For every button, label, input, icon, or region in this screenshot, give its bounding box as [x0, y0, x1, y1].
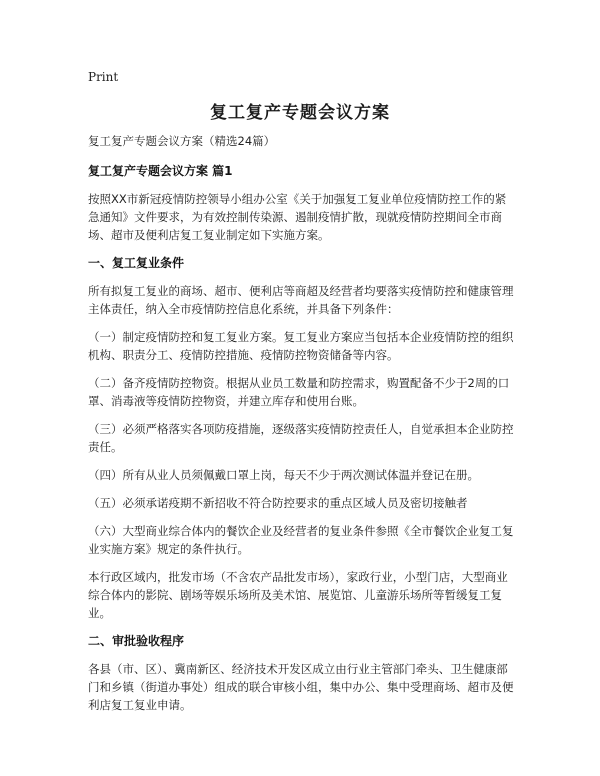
condition-item-2: （二）备齐疫情防控物资。根据从业员工数量和防控需求，购置配备不少于2周的口罩、消毒液等疫情防控物资，并建立库存和使用台账。	[88, 376, 510, 408]
approval-paragraph: 各县（市、区）、冀南新区、经济技术开发区成立由行业主管部门牵头、卫生健康部门和乡镇（街道办事处）组成的联合审核小组，集中办公、集中受理商场、超市及便利店复工复业申请。	[88, 662, 514, 712]
condition-item-6: （六）大型商业综合体内的餐饮企业及经营者的复业条件参照《全市餐饮企业复工复业实施方案》规定的条件执行。	[88, 524, 514, 556]
print-label: Print	[88, 70, 119, 84]
document-body	[88, 132, 516, 724]
condition-item-4: （四）所有从业人员须佩戴口罩上岗，每天不少于两次测试体温并登记在册。	[88, 468, 479, 482]
intro-paragraph: 按照XX市新冠疫情防控领导小组办公室《关于加强复工复业单位疫情防控工作的紧急通知》文件要求，为有效控制传染源、遏制疫情扩散，现就疫情防控期间全市商场、超市及便利店复工复业制定如下实施方案。	[88, 192, 507, 242]
section-heading-conditions: 一、复工复业条件	[88, 256, 185, 270]
document-subtitle: 复工复产专题会议方案（精选24篇）	[88, 134, 276, 148]
conditions-intro: 所有拟复工复业的商场、超市、便利店等商超及经营者均要落实疫情防控和健康管理主体责任，纳入全市疫情防控信息化系统，并具备下列条件：	[88, 284, 514, 316]
article-heading: 复工复产专题会议方案 篇1	[88, 164, 233, 178]
conditions-note: 本行政区域内，批发市场（不含农产品批发市场），家政行业，小型门店，大型商业综合体内的影院、剧场等娱乐场所及美术馆、展览馆、儿童游乐场所等暂缓复工复业。	[88, 570, 508, 620]
section-heading-approval: 二、审批验收程序	[88, 634, 185, 648]
condition-item-5: （五）必须承诺疫期不新招收不符合防控要求的重点区域人员及密切接触者	[88, 496, 468, 510]
condition-item-1: （一）制定疫情防控和复工复业方案。复工复业方案应当包括本企业疫情防控的组织机构、职责分工、疫情防控措施、疫情防控物资储备等内容。	[88, 330, 514, 362]
condition-item-3: （三）必须严格落实各项防疫措施，逐级落实疫情防控责任人，自觉承担本企业防控责任。	[88, 422, 514, 454]
page-title: 复工复产专题会议方案	[210, 103, 390, 123]
